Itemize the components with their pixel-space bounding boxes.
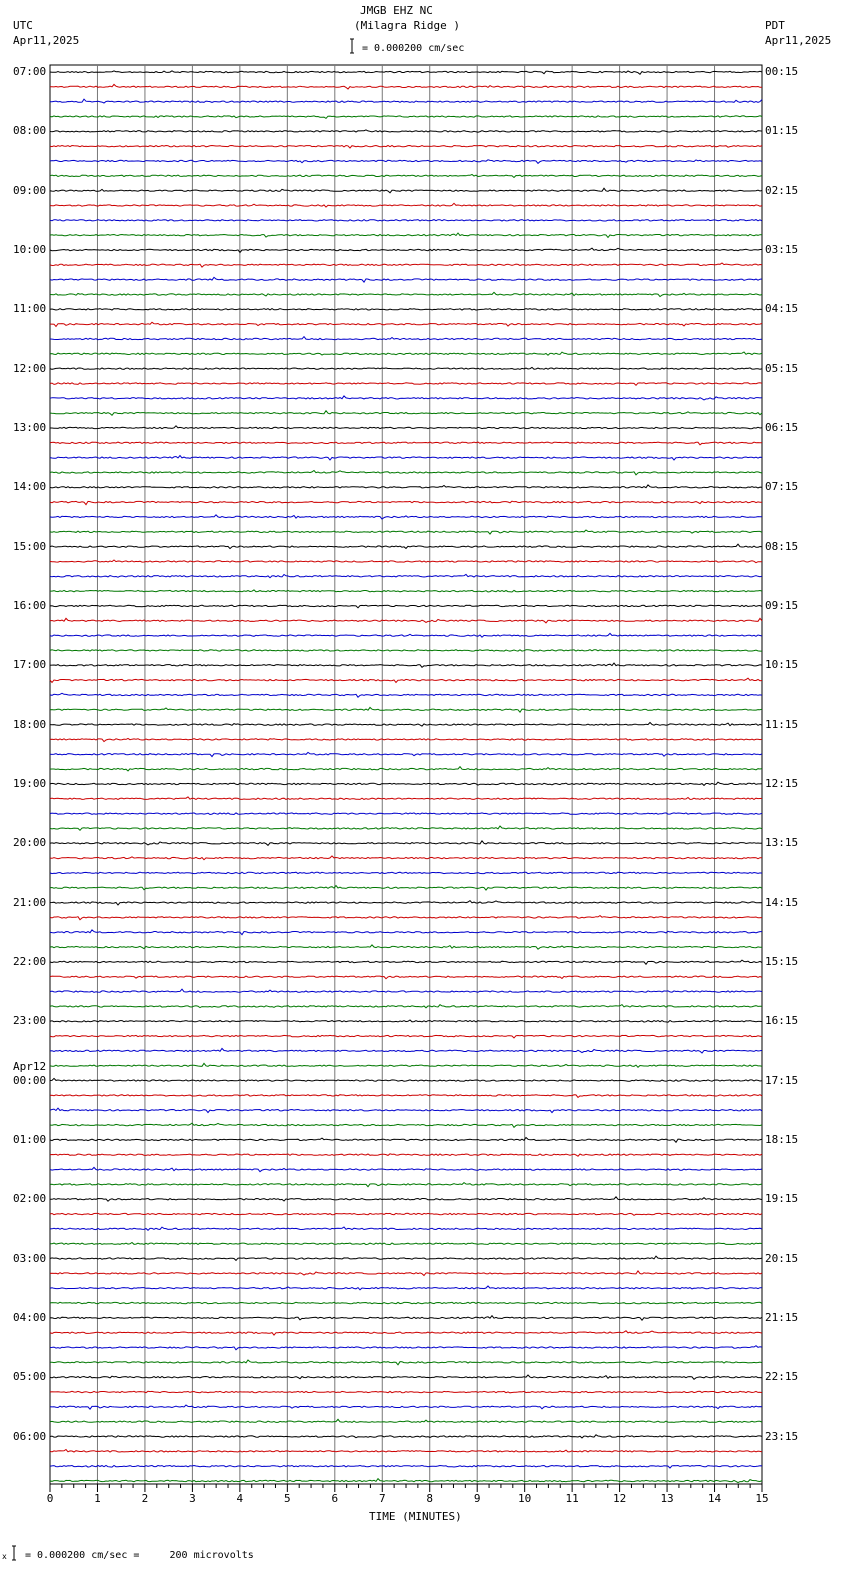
pdt-hour-label: 00:15 — [765, 65, 799, 78]
trace-77 — [50, 1213, 762, 1215]
trace-7 — [50, 175, 762, 178]
trace-23 — [50, 411, 762, 416]
trace-74 — [50, 1167, 762, 1171]
utc-hour-label: 20:00 — [13, 836, 47, 850]
trace-65 — [50, 1035, 762, 1038]
time-axis — [47, 1484, 769, 1505]
trace-67 — [50, 1063, 762, 1067]
trace-51 — [50, 826, 762, 830]
trace-37 — [50, 618, 762, 623]
trace-95 — [50, 1479, 762, 1483]
trace-69 — [50, 1095, 762, 1098]
trace-34 — [50, 574, 762, 577]
x-tick-label: 1 — [94, 1492, 101, 1505]
utc-hour-label: 07:00 — [13, 65, 47, 78]
pdt-hour-label: 13:15 — [765, 836, 799, 850]
trace-90 — [50, 1405, 762, 1409]
trace-93 — [50, 1450, 762, 1453]
trace-84 — [50, 1316, 762, 1321]
station-title: JMGB EHZ NC — [360, 4, 433, 17]
pdt-hour-label: 16:15 — [765, 1014, 799, 1028]
trace-82 — [50, 1286, 762, 1290]
trace-12 — [50, 248, 762, 252]
utc-hour-label: 02:00 — [13, 1192, 47, 1206]
trace-53 — [50, 856, 762, 860]
site-title: (Milagra Ridge ) — [354, 19, 460, 32]
trace-19 — [50, 352, 762, 355]
trace-41 — [50, 678, 762, 682]
plot-frame — [50, 65, 762, 1484]
pdt-hour-label: 10:15 — [765, 658, 799, 672]
pdt-hour-label: 03:15 — [765, 242, 799, 256]
utc-hour-label: 14:00 — [13, 480, 47, 494]
x-tick-label: 2 — [141, 1492, 149, 1505]
x-tick-label: 10 — [518, 1492, 532, 1505]
pdt-hour-label: 08:15 — [765, 539, 799, 553]
trace-57 — [50, 916, 762, 920]
trace-35 — [50, 590, 762, 592]
trace-14 — [50, 277, 762, 282]
trace-21 — [50, 383, 762, 386]
trace-28 — [50, 485, 762, 488]
trace-22 — [50, 396, 762, 400]
trace-86 — [50, 1346, 762, 1350]
pdt-hour-label: 19:15 — [765, 1192, 799, 1206]
trace-27 — [50, 471, 762, 475]
x-tick-label: 13 — [660, 1492, 674, 1505]
trace-6 — [50, 160, 762, 164]
trace-42 — [50, 693, 762, 697]
trace-63 — [50, 1005, 762, 1008]
utc-hour-label: 01:00 — [13, 1132, 47, 1146]
trace-47 — [50, 767, 762, 771]
trace-32 — [50, 544, 762, 548]
utc-hour-label: 22:00 — [13, 954, 47, 968]
trace-92 — [50, 1435, 762, 1438]
x-tick-label: 3 — [189, 1492, 196, 1505]
trace-50 — [50, 813, 762, 815]
trace-49 — [50, 797, 762, 800]
utc-hour-label: 03:00 — [13, 1251, 47, 1265]
pdt-hour-label: 09:15 — [765, 598, 799, 612]
trace-76 — [50, 1197, 762, 1201]
trace-72 — [50, 1138, 762, 1143]
pdt-hour-label: 11:15 — [765, 717, 799, 731]
seismic-traces — [50, 71, 762, 1483]
utc-hour-label: 19:00 — [13, 776, 47, 790]
utc-hour-label: 23:00 — [13, 1014, 47, 1028]
pdt-hour-label: 02:15 — [765, 183, 799, 197]
trace-26 — [50, 456, 762, 461]
pdt-hour-label: 01:15 — [765, 124, 799, 138]
trace-94 — [50, 1466, 762, 1469]
trace-45 — [50, 738, 762, 741]
trace-18 — [50, 337, 762, 340]
trace-9 — [50, 203, 762, 207]
trace-61 — [50, 976, 762, 979]
trace-85 — [50, 1331, 762, 1335]
trace-31 — [50, 530, 762, 534]
pdt-hour-label: 21:15 — [765, 1310, 799, 1324]
trace-4 — [50, 130, 762, 132]
trace-5 — [50, 146, 762, 149]
trace-52 — [50, 841, 762, 846]
trace-60 — [50, 960, 762, 964]
trace-46 — [50, 752, 762, 756]
pdt-hour-label: 22:15 — [765, 1370, 799, 1384]
trace-83 — [50, 1302, 762, 1303]
trace-11 — [50, 233, 762, 238]
utc-hour-label: 15:00 — [13, 539, 47, 553]
trace-56 — [50, 901, 762, 905]
trace-78 — [50, 1227, 762, 1230]
trace-20 — [50, 367, 762, 369]
pdt-hour-label: 04:15 — [765, 302, 799, 316]
trace-40 — [50, 663, 762, 667]
utc-hour-label: 08:00 — [13, 124, 47, 138]
trace-73 — [50, 1154, 762, 1156]
pdt-hour-label: 15:15 — [765, 954, 799, 968]
x-tick-label: 6 — [331, 1492, 339, 1505]
date-change-label: Apr12 — [13, 1059, 47, 1073]
trace-1 — [50, 84, 762, 89]
x-axis-label: TIME (MINUTES) — [369, 1510, 462, 1523]
utc-hour-label: 21:00 — [13, 895, 47, 909]
scale-text: = 0.000200 cm/sec — [362, 43, 465, 54]
trace-48 — [50, 782, 762, 785]
pdt-hour-label: 12:15 — [765, 776, 799, 790]
x-tick-label: 9 — [473, 1492, 481, 1505]
trace-54 — [50, 872, 762, 873]
pdt-hour-label: 17:15 — [765, 1073, 799, 1087]
trace-2 — [50, 99, 762, 103]
x-tick-label: 15 — [755, 1492, 769, 1505]
trace-16 — [50, 309, 762, 311]
trace-33 — [50, 560, 762, 563]
pdt-hour-label: 05:15 — [765, 361, 799, 375]
utc-hour-label: 12:00 — [13, 361, 47, 375]
utc-hour-label: 06:00 — [13, 1429, 47, 1443]
utc-hour-label: 17:00 — [13, 658, 47, 672]
pdt-hour-label: 23:15 — [765, 1429, 799, 1443]
trace-80 — [50, 1256, 762, 1260]
trace-89 — [50, 1391, 762, 1393]
x-tick-label: 14 — [707, 1492, 722, 1505]
utc-hour-label: 13:00 — [13, 420, 47, 434]
x-tick-label: 4 — [236, 1492, 244, 1505]
left-timezone: UTC — [13, 19, 33, 32]
trace-0 — [50, 71, 762, 75]
pdt-hour-label: 18:15 — [765, 1132, 799, 1146]
pdt-hour-label: 06:15 — [765, 420, 799, 434]
pdt-hour-label: 07:15 — [765, 480, 799, 494]
trace-91 — [50, 1419, 762, 1422]
utc-hour-label: 09:00 — [13, 183, 47, 197]
trace-64 — [50, 1020, 762, 1022]
trace-68 — [50, 1078, 762, 1081]
trace-70 — [50, 1108, 762, 1113]
x-tick-label: 11 — [565, 1492, 579, 1505]
left-date: Apr11,2025 — [13, 34, 80, 47]
minute-grid — [50, 65, 762, 1484]
trace-15 — [50, 292, 762, 296]
trace-17 — [50, 322, 762, 326]
footer-scale-text: = 0.000200 cm/sec = 200 microvolts — [25, 1550, 254, 1561]
utc-hour-label: 18:00 — [13, 717, 47, 731]
trace-58 — [50, 930, 762, 935]
pdt-hour-label: 14:15 — [765, 895, 799, 909]
trace-88 — [50, 1375, 762, 1379]
utc-hour-label: 10:00 — [13, 242, 47, 256]
right-timezone: PDT — [765, 19, 785, 32]
trace-36 — [50, 605, 762, 608]
x-tick-label: 12 — [612, 1492, 627, 1505]
utc-hour-label: 04:00 — [13, 1310, 47, 1324]
trace-81 — [50, 1271, 762, 1276]
pdt-hour-label: 20:15 — [765, 1251, 799, 1265]
right-date: Apr11,2025 — [765, 34, 832, 47]
trace-3 — [50, 116, 762, 119]
x-tick-label: 8 — [426, 1492, 434, 1505]
utc-hour-label: 00:00 — [13, 1073, 47, 1087]
trace-29 — [50, 501, 762, 504]
trace-62 — [50, 989, 762, 992]
trace-66 — [50, 1048, 762, 1053]
utc-hour-label: 05:00 — [13, 1370, 47, 1384]
trace-39 — [50, 650, 762, 651]
trace-13 — [50, 263, 762, 267]
utc-hour-label: 11:00 — [13, 302, 47, 316]
x-tick-label: 7 — [378, 1492, 386, 1505]
trace-38 — [50, 633, 762, 637]
trace-59 — [50, 945, 762, 949]
trace-71 — [50, 1123, 762, 1127]
trace-30 — [50, 515, 762, 519]
trace-87 — [50, 1360, 762, 1365]
trace-25 — [50, 442, 762, 445]
trace-43 — [50, 707, 762, 712]
footer-mark-icon: x — [2, 1552, 7, 1561]
trace-24 — [50, 426, 762, 429]
x-tick-label: 5 — [284, 1492, 291, 1505]
trace-79 — [50, 1243, 762, 1245]
utc-hour-label: 16:00 — [13, 598, 47, 612]
trace-75 — [50, 1183, 762, 1187]
x-tick-label: 0 — [46, 1492, 54, 1505]
trace-10 — [50, 220, 762, 221]
trace-44 — [50, 723, 762, 727]
trace-8 — [50, 188, 762, 193]
trace-55 — [50, 886, 762, 891]
